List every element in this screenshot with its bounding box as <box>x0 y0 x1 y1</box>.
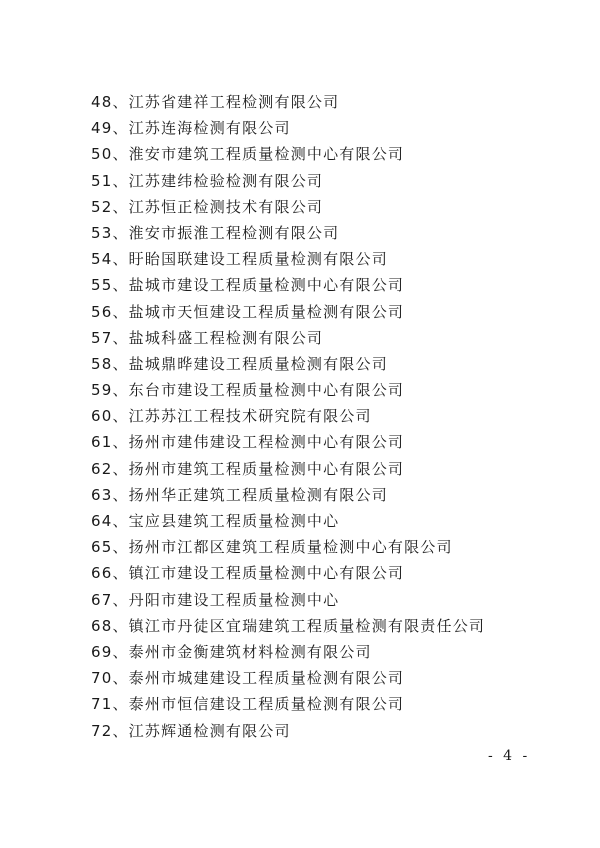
list-item: 56、盐城市天恒建设工程质量检测有限公司 <box>91 302 405 321</box>
list-item: 58、盐城鼎晔建设工程质量检测有限公司 <box>91 354 388 373</box>
list-item: 70、泰州市城建建设工程质量检测有限公司 <box>91 669 405 688</box>
page-number: - 4 - <box>488 748 531 764</box>
list-item: 62、扬州市建筑工程质量检测中心有限公司 <box>91 459 405 478</box>
list-item: 72、江苏辉通检测有限公司 <box>91 721 291 740</box>
list-item: 59、东台市建设工程质量检测中心有限公司 <box>91 381 405 400</box>
list-item: 68、镇江市丹徒区宜瑞建筑工程质量检测有限责任公司 <box>91 616 486 635</box>
list-item: 55、盐城市建设工程质量检测中心有限公司 <box>91 276 405 295</box>
list-item: 50、淮安市建筑工程质量检测中心有限公司 <box>91 145 405 164</box>
list-item: 61、扬州市建伟建设工程检测中心有限公司 <box>91 433 405 452</box>
list-item: 53、淮安市振淮工程检测有限公司 <box>91 223 340 242</box>
list-item: 66、镇江市建设工程质量检测中心有限公司 <box>91 564 405 583</box>
list-item: 63、扬州华正建筑工程质量检测有限公司 <box>91 485 388 504</box>
list-item: 69、泰州市金衡建筑材料检测有限公司 <box>91 642 372 661</box>
company-list <box>91 89 485 744</box>
list-item: 65、扬州市江都区建筑工程质量检测中心有限公司 <box>91 538 453 557</box>
list-item: 54、盱眙国联建设工程质量检测有限公司 <box>91 250 388 269</box>
list-item: 60、江苏苏江工程技术研究院有限公司 <box>91 407 372 426</box>
list-item: 67、丹阳市建设工程质量检测中心 <box>91 590 340 609</box>
list-item: 57、盐城科盛工程检测有限公司 <box>91 328 324 347</box>
list-item: 71、泰州市恒信建设工程质量检测有限公司 <box>91 695 405 714</box>
list-item: 64、宝应县建筑工程质量检测中心 <box>91 512 340 530</box>
list-item: 48、江苏省建祥工程检测有限公司 <box>91 93 340 111</box>
list-item: 52、江苏恒正检测技术有限公司 <box>91 197 324 216</box>
list-item: 49、江苏连海检测有限公司 <box>91 119 291 138</box>
list-item: 51、江苏建纬检验检测有限公司 <box>91 171 324 190</box>
